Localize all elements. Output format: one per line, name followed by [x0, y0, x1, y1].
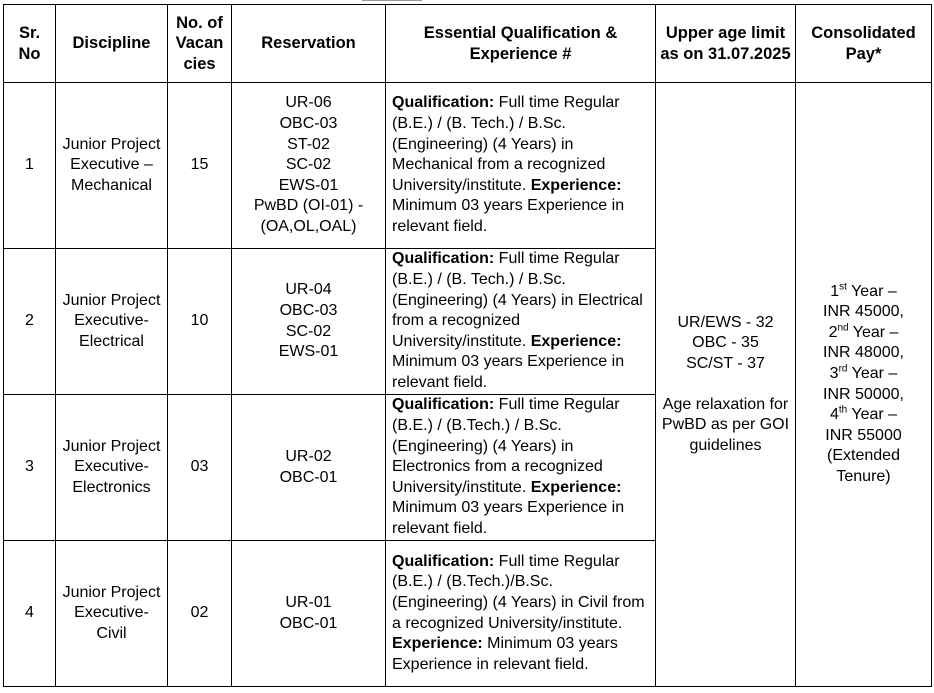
pay-year4	[798, 405, 929, 426]
age-line: UR/EWS - 32	[677, 313, 774, 331]
qualification-text: Full time Regular (B.E.) / (B. Tech.) / B.Sc. (Engineering) (4 Years) in Mechanical from a recognized University/institute.	[392, 94, 620, 194]
qualification-label: Qualification:	[392, 396, 495, 414]
age-line: SC/ST - 37	[686, 354, 765, 372]
row-discipline: Junior Project Executive- Civil	[56, 541, 168, 687]
pay-year1	[798, 282, 929, 303]
row-vacancies: 02	[168, 541, 232, 687]
pay-year-sup: rd	[838, 363, 848, 375]
pay-year-sup: nd	[837, 322, 849, 334]
reservation-item: OBC-03	[279, 115, 338, 133]
row-sr: 4	[4, 541, 56, 687]
age-line: OBC - 35	[692, 334, 759, 352]
row-vacancies: 03	[168, 395, 232, 541]
row-qualification	[386, 541, 656, 687]
row-qualification	[386, 249, 656, 395]
pay-year-num: 3	[829, 364, 839, 382]
qualification-label: Qualification:	[392, 552, 495, 570]
row-reservation	[232, 395, 386, 541]
reservation-item: UR-04	[285, 281, 332, 299]
header-vacancies: No. of Vacan cies	[168, 5, 232, 83]
reservation-item: UR-01	[285, 593, 332, 611]
row-discipline: Junior Project Executive- Electrical	[56, 249, 168, 395]
pay-cell	[796, 83, 932, 687]
row-sr: 3	[4, 395, 56, 541]
reservation-item: ST-02	[287, 135, 330, 153]
row-vacancies: 10	[168, 249, 232, 395]
reservation-item: UR-02	[285, 447, 332, 465]
header-sr: Sr. No	[4, 5, 56, 83]
reservation-item: EWS-01	[278, 176, 339, 194]
pay-year-text: Year –	[848, 323, 899, 341]
reservation-item: SC-02	[285, 156, 332, 174]
reservation-item: OBC-03	[279, 301, 338, 319]
row-sr: 1	[4, 83, 56, 249]
experience-label: Experience:	[530, 176, 622, 194]
pay-year2	[798, 323, 929, 344]
qualification-text: Full time Regular (B.E.) / (B. Tech.) / B.Sc. (Engineering) (4 Years) in Electrical from a recognized University/institute.	[392, 250, 643, 350]
pay-year3	[798, 364, 929, 385]
pay-amount: INR 50000,	[823, 385, 904, 403]
pay-year-text: Year –	[847, 406, 898, 424]
experience-text: Minimum 03 years Experience in relevant field.	[392, 635, 618, 673]
reservation-item: OBC-01	[279, 614, 338, 632]
reservation-item: PwBD (OI-01) -	[253, 197, 364, 215]
reservation-item: SC-02	[285, 322, 332, 340]
experience-text: Minimum 03 years Experience in relevant field.	[392, 197, 625, 235]
experience-label: Experience:	[392, 635, 483, 653]
header-row	[4, 5, 932, 83]
table-row	[4, 83, 932, 249]
pay-year-num: 2	[828, 323, 838, 341]
row-discipline: Junior Project Executive – Mechanical	[56, 83, 168, 249]
pay-year-num: 1	[830, 282, 840, 300]
row-reservation	[232, 249, 386, 395]
pay-note: (Extended Tenure)	[827, 447, 900, 485]
experience-text: Minimum 03 years Experience in relevant field.	[392, 499, 625, 537]
header-age: Upper age limit as on 31.07.2025	[656, 5, 796, 83]
pay-year-sup: th	[838, 404, 848, 416]
pay-year-text: Year –	[847, 364, 898, 382]
header-qualification: Essential Qualification & Experience #	[386, 5, 656, 83]
pay-year-text: Year –	[846, 282, 897, 300]
experience-label: Experience:	[530, 478, 622, 496]
vacancy-table	[3, 4, 932, 687]
row-discipline: Junior Project Executive- Electronics	[56, 395, 168, 541]
row-vacancies: 15	[168, 83, 232, 249]
qualification-text: Full time Regular (B.E.) / (B.Tech.)/B.Sc. (Engineering) (4 Years) in Civil from a recognized University/institute.	[392, 552, 645, 632]
row-qualification	[386, 83, 656, 249]
header-pay: Consolidated Pay*	[796, 5, 932, 83]
row-reservation	[232, 83, 386, 249]
row-reservation	[232, 541, 386, 687]
experience-label: Experience:	[530, 332, 622, 350]
experience-text: Minimum 03 years Experience in relevant field.	[392, 353, 625, 391]
pay-amount: INR 55000	[825, 426, 902, 444]
reservation-item: OBC-01	[279, 468, 338, 486]
reservation-item: UR-06	[285, 94, 332, 112]
spacer	[658, 375, 793, 395]
row-qualification	[386, 395, 656, 541]
age-limit-cell	[656, 83, 796, 687]
reservation-item: (OA,OL,OAL)	[260, 217, 357, 235]
pay-amount: INR 48000,	[823, 344, 904, 362]
pay-year-sup: st	[839, 281, 847, 293]
header-discipline: Discipline	[56, 5, 168, 83]
row-sr: 2	[4, 249, 56, 395]
qualification-text: Full time Regular (B.E.) / (B.Tech.) / B.Sc. (Engineering) (4 Years) in Electronics from a recognized University/institute.	[392, 396, 620, 496]
header-reservation: Reservation	[232, 5, 386, 83]
age-relaxation: Age relaxation for PwBD as per GOI guidelines	[661, 395, 790, 454]
pay-year-num: 4	[829, 406, 839, 424]
qualification-label: Qualification:	[392, 94, 495, 112]
qualification-label: Qualification:	[392, 250, 495, 268]
reservation-item: EWS-01	[278, 343, 339, 361]
pay-amount: INR 45000,	[823, 303, 904, 321]
